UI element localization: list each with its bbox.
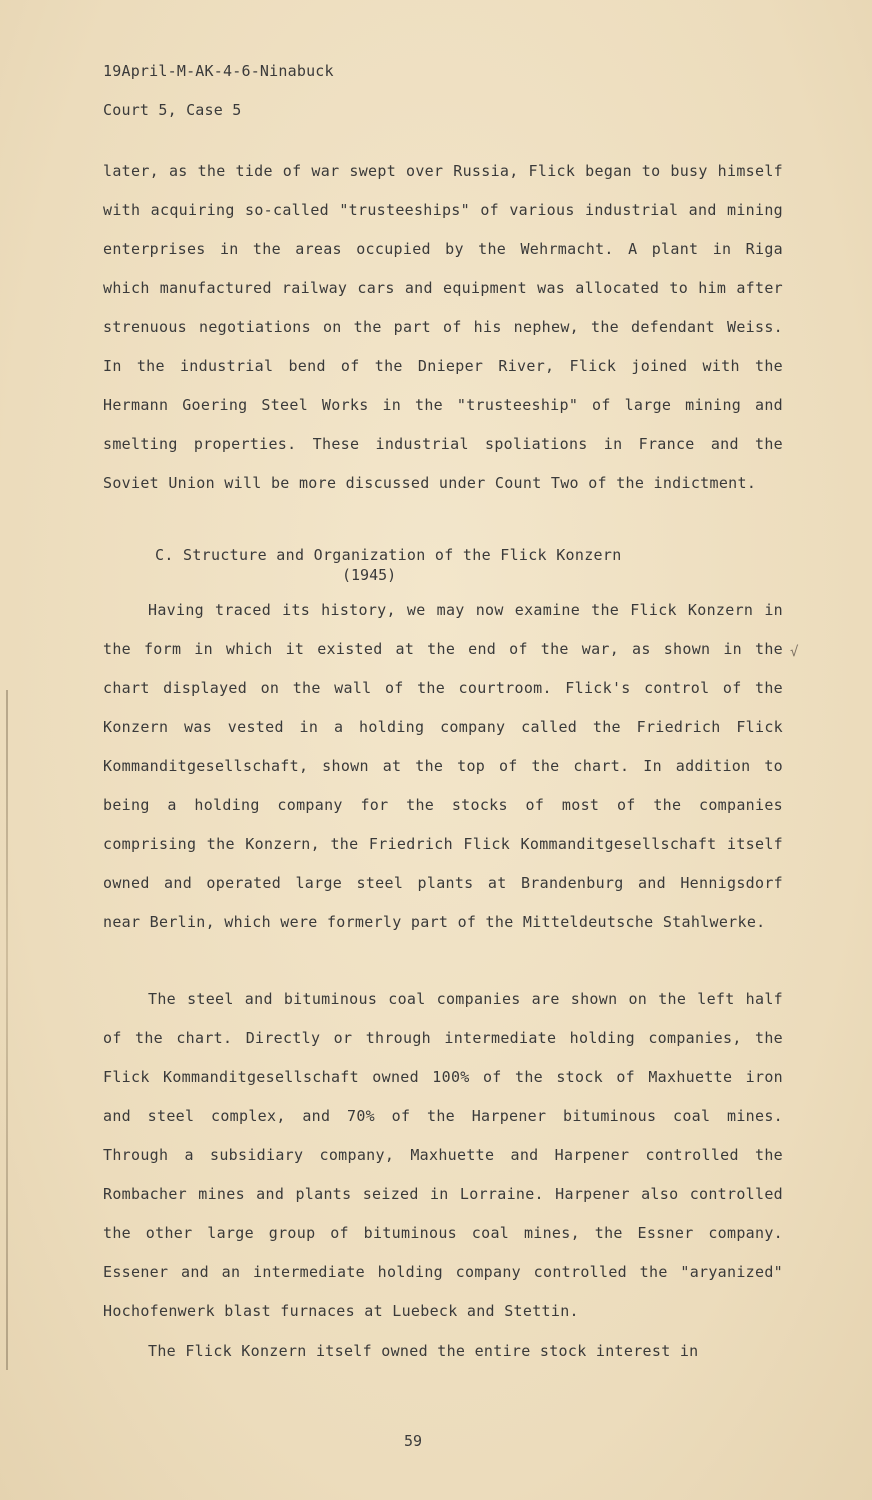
section-heading: C. Structure and Organization of the Flick Konzern	[155, 546, 622, 564]
header-reference-line: 19April-M-AK-4-6-Ninabuck	[103, 62, 334, 80]
margin-check-mark: √	[790, 644, 799, 660]
binding-edge-line	[6, 690, 8, 1370]
page-number: 59	[404, 1432, 423, 1450]
paragraph-stock-interest: The Flick Konzern itself owned the entire stock interest in	[148, 1342, 699, 1360]
paragraph-konzern-structure: Having traced its history, we may now examine the Flick Konzern in the form in which it existed at the end of the war, as shown in the chart displayed on the wall of the courtroom. Flick's control of the Konzern was vested in a holding company called the Friedrich Flick Kommanditgesellschaft, shown at the top of the chart. In addition to being a holding company for the stocks of most of the companies comprising the Konzern, the Friedrich Flick Kommanditgesellschaft itself owned and operated large steel plants at Brandenburg and Hennigsdorf near Berlin, which were formerly part of the Mitteldeutsche Stahlwerke.	[103, 601, 783, 931]
paragraph-trusteeships: later, as the tide of war swept over Russia, Flick began to busy himself with acquiring so-called "trusteeships" of various industrial and mining enterprises in the areas occupied by the Wehrmacht. A plant in Riga which manufactured railway cars and equipment was allocated to him after strenuous negotiations on the part of his nephew, the defendant Weiss. In the industrial bend of the Dnieper River, Flick joined with the Hermann Goering Steel Works in the "trusteeship" of large mining and smelting properties. These industrial spoliations in France and the Soviet Union will be more discussed under Count Two of the indictment.	[103, 162, 783, 492]
header-court-case: Court 5, Case 5	[103, 101, 242, 119]
paragraph-steel-coal: The steel and bituminous coal companies are shown on the left half of the chart. Directly or through intermediate holding companies, the Flick Kommanditgesellschaft owned 100% of the stock of Maxhuette iron and steel complex, and 70% of the Harpener bituminous coal mines. Through a subsidiary company, Maxhuette and Harpener controlled the Rombacher mines and plants seized in Lorraine. Harpener also controlled the other large group of bituminous coal mines, the Essner company. Essener and an intermediate holding company controlled the "aryanized" Hochofenwerk blast furnaces at Luebeck and Stettin.	[103, 990, 783, 1320]
section-year: (1945)	[342, 566, 397, 584]
